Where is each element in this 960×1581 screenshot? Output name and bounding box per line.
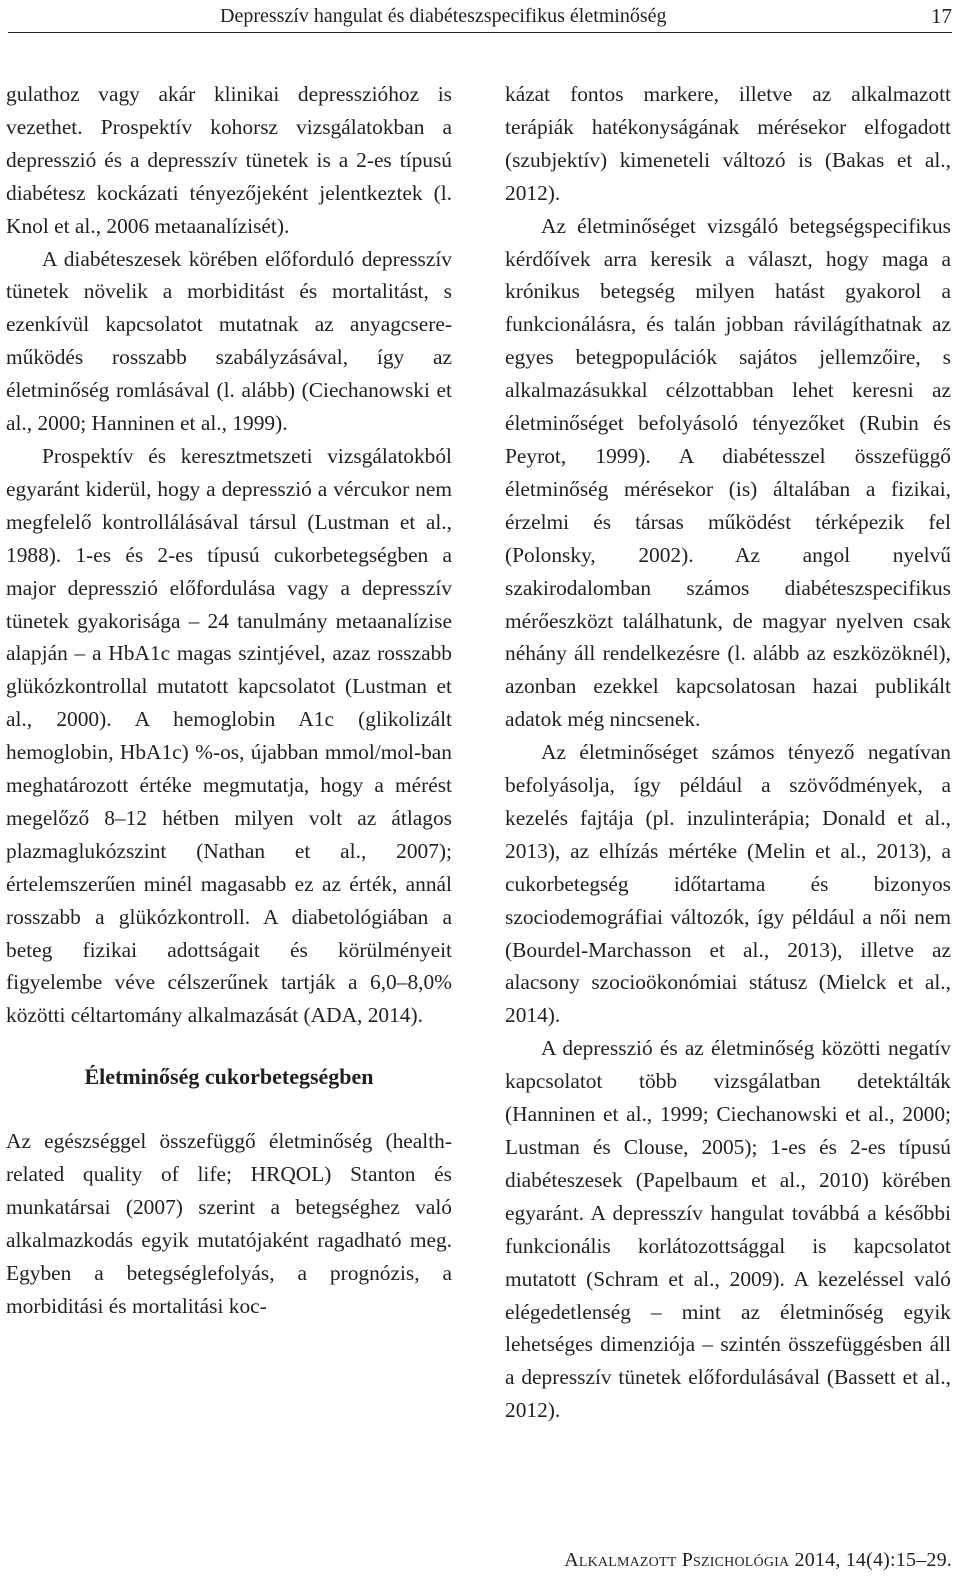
section-heading: Életminőség cukorbetegségben <box>84 1064 374 1090</box>
running-header <box>8 2 952 33</box>
right-column <box>505 78 951 1427</box>
page-number: 17 <box>931 4 952 28</box>
left-paragraph-3: Prospektív és keresztmetszeti vizsgálatokból egyaránt kiderül, hogy a depresszió a vércukor nem megfelelő kontrollálásával társul (Lustman et al., 1988). 1-es és 2-es típusú cukorbetegségben a major depresszió előfordulása vagy a depresszív tünetek gyakorisága – 24 tanulmány metaanalízise alapján – a HbA1c magas szintjével, azaz rosszabb glükózkontrollal mutatott kapcsolatot (Lustman et al., 2000). A hemoglobin A1c (glikolizált hemoglobin, HbA1c) %-os, újabban mmol/mol-ban meghatározott értéke megmutatja, hogy a mérést megelőző 8–12 hétben milyen volt az átlagos plazmaglukózszint (Nathan et al., 2007); értelemszerűen minél magasabb ez az érték, annál rosszabb a glükózkontroll. A diabetológiában a beteg fizikai adottságait és körülményeit figyelembe véve célszerűnek tartják a 6,0–8,0% közötti céltartomány alkalmazását (ADA, 2014). <box>6 443 452 1028</box>
right-paragraph-continuation: kázat fontos markere, illetve az alkalmazott terápiák hatékonyságának mérésekor elfogadott (szubjektív) kimeneteli változó is (Bakas et al., 2012). <box>505 82 951 205</box>
left-paragraph-continuation: gulathoz vagy akár klinikai depresszióhoz is vezethet. Prospektív kohorsz vizsgálatokban a depresszió és a depresszív tünetek is a 2-es típusú diabétesz kockázati tényezőjeként jelentkeztek (l. Knol et al., 2006 metaanalízisét). <box>6 82 452 238</box>
right-paragraph-4: A depresszió és az életminőség közötti negatív kapcsolatot több vizsgálatban detektálták (Hanninen et al., 1999; Ciechanowski et al., 2000; Lustman és Clouse, 2005); 1-es és 2-es típusú diabéteszesek (Papelbaum et al., 2010) körében egyaránt. A depresszív hangulat továbbá a későbbi funkcionális korlátozottsággal is kapcsolatot mutatott (Schram et al., 2009). A kezeléssel való elégedetlenség – mint az életminőség egyik lehetséges dimenziója – szintén összefüggésben áll a depresszív tünetek előfordulásával (Bassett et al., 2012). <box>505 1036 951 1423</box>
right-paragraph-3: Az életminőséget számos tényező negatívan befolyásolja, így például a szövődmények, a kezelés fajtája (pl. inzulinterápia; Donald et al., 2013), az elhízás mértéke (Melin et al., 2013), a cukorbetegség időtartama és bizonyos szociodemográfiai változók, így például a női nem (Bourdel-Marchasson et al., 2013), illetve az alacsony szocioökonómiai státusz (Mielck et al., 2014). <box>505 740 951 1028</box>
right-paragraph-2: Az életminőséget vizsgáló betegségspecifikus kérdőívek arra keresik a választ, hogy maga a krónikus betegség milyen hatást gyakorol a funkcionálásra, és talán jobban rávilágíthatnak az egyes betegpopulációk sajátos jellemzőire, s alkalmazásukkal célzottabban lehet keresni az életminőséget befolyásoló tényezőket (Rubin és Peyrot, 1999). A diabétesszel összefüggő életminőség mérésekor (is) általában a fizikai, érzelmi és társas működést térképezik fel (Polonsky, 2002). Az angol nyelvű szakirodalomban számos diabéteszspecifikus mérőeszközt találhatunk, de magyar nyelven csak néhány áll rendelkezésre (l. alább az eszközöknél), azonban ezekkel kapcsolatosan hazai publikált adatok még nincsenek. <box>505 213 951 732</box>
left-paragraph-2: A diabéteszesek körében előforduló depresszív tünetek növelik a morbiditást és mortalitást, s ezenkívül kapcsolatot mutatnak az anyagcsere-működés rosszabb szabályzásával, így az életminőség romlásával (l. alább) (Ciechanowski et al., 2000; Hanninen et al., 1999). <box>6 246 452 436</box>
left-column <box>6 78 452 1323</box>
left-paragraph-4: Az egészséggel összefüggő életminőség (health-related quality of life; HRQOL) Stanton és munkatársai (2007) szerint a betegséghez való alkalmazkodás egyik mutatójaként ragadható meg. Egyben a betegséglefolyás, a prognózis, a morbiditási és mortalitási koc- <box>6 1129 452 1318</box>
journal-footer: Alkalmazott Pszichológia 2014, 14(4):15–29. <box>564 1549 952 1571</box>
running-title: Depresszív hangulat és diabéteszspecifikus életminőség <box>220 5 667 27</box>
